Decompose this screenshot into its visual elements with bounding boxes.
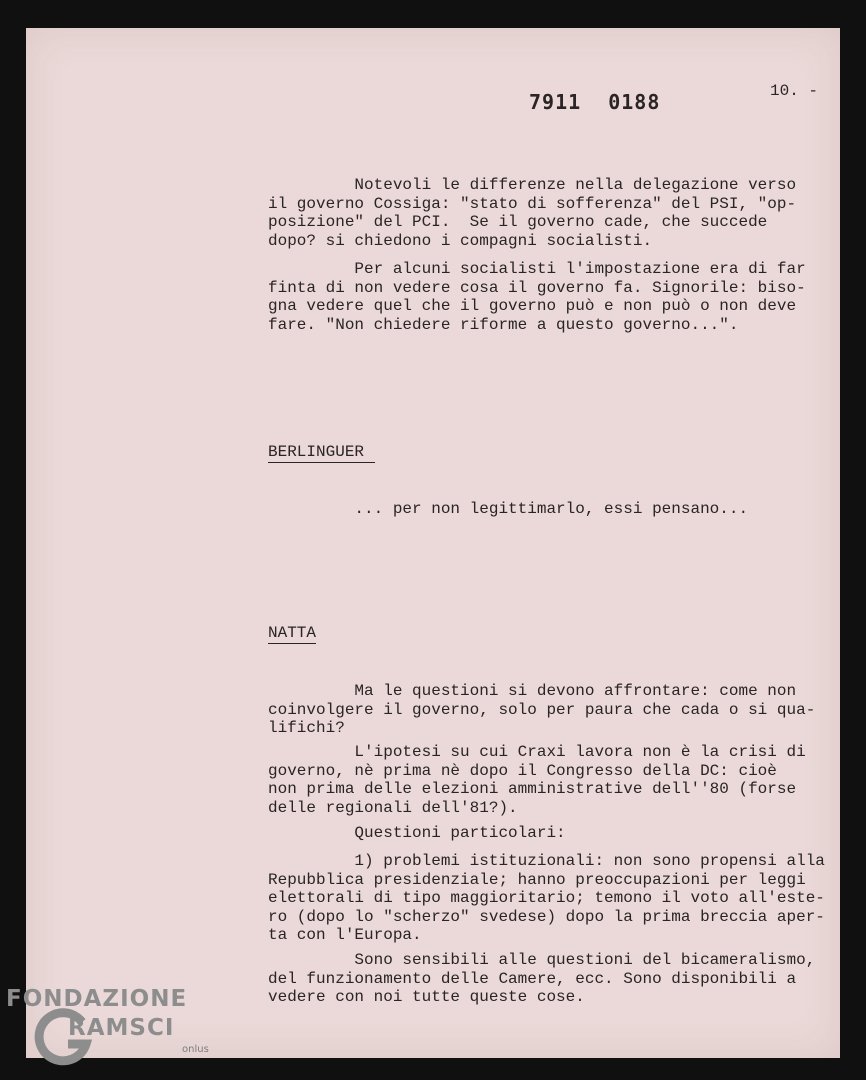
heading-natta: NATTA — [268, 624, 317, 642]
paragraph-3: ... per non legittimarlo, essi pensano... — [268, 500, 749, 518]
page-number: 10. - — [770, 82, 819, 100]
paragraph-4: Ma le questioni si devono affrontare: come non coinvolgere il governo, solo per paura che cada o si qua- lifichi? — [268, 682, 816, 737]
paragraph-8: Sono sensibili alle questioni del bicameralismo, del funzionamento delle Camere, ecc. Sono disponibili a vedere con noi tutte queste cose. — [268, 951, 816, 1006]
paragraph-7: 1) problemi istituzionali: non sono propensi alla Repubblica presidenziale; hanno preoccupazioni per leggi elettorali di tipo maggioritario; temono il voto all'este- ro (dopo lo "scherzo" svedese) dopo la prima breccia aper- ta con l'Europa. — [268, 852, 825, 944]
logo-line-gramsci: RAMSCI — [68, 1015, 175, 1041]
paragraph-6: Questioni particolari: — [268, 824, 566, 842]
paragraph-2: Per alcuni socialisti l'impostazione era di far finta di non vedere cosa il governo fa. Signorile: biso- gna vedere quel che il governo può e non può o non deve fare. "Non chiedere riforme a questo governo...". — [268, 260, 806, 334]
archive-number: 7911 0188 — [529, 90, 661, 114]
paragraph-1: Notevoli le differenze nella delegazione verso il governo Cossiga: "stato di sofferenza" del PSI, "op- posizione" del PCI. Se il governo cade, che succede dopo? si chiedono i compagni socialisti. — [268, 176, 797, 250]
logo-line-onlus: onlus — [182, 1044, 209, 1055]
logo-line-fondazione: FONDAZIONE — [6, 986, 188, 1012]
heading-berlinguer: BERLINGUER — [268, 443, 374, 461]
paragraph-5: L'ipotesi su cui Craxi lavora non è la crisi di governo, nè prima nè dopo il Congresso della DC: cioè non prima delle elezioni amministrative dell''80 (forse delle regionali dell'81?). — [268, 743, 806, 817]
fondazione-gramsci-logo — [6, 986, 226, 1076]
